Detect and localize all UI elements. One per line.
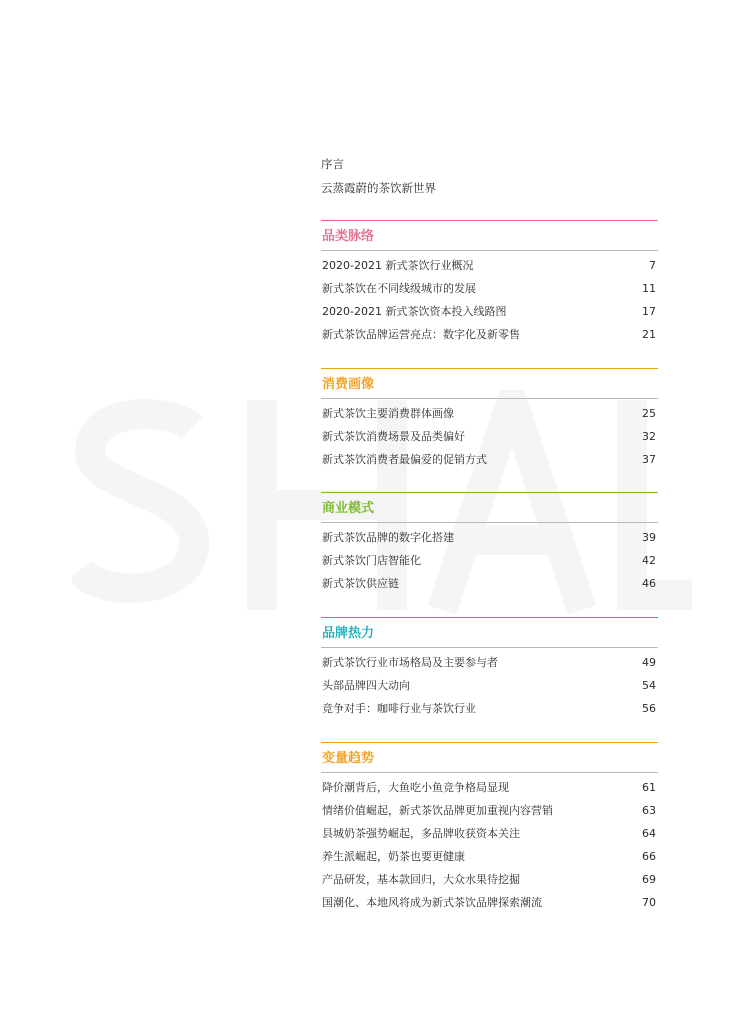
toc-entry[interactable] [321, 826, 658, 842]
section-top-rule [321, 492, 658, 493]
toc-entry[interactable] [321, 553, 658, 569]
toc-entry[interactable] [321, 895, 658, 911]
toc-entry[interactable] [321, 803, 658, 819]
toc-entry-title: 新式茶饮消费场景及品类偏好 [322, 430, 465, 443]
toc-entry-page: 69 [642, 873, 656, 886]
toc-entry-page: 54 [642, 679, 656, 692]
toc-entry-page: 63 [642, 804, 656, 817]
toc-entry[interactable] [321, 452, 658, 468]
preface-title: 序言 [321, 157, 344, 171]
section-top-rule [321, 220, 658, 221]
section-divider [321, 522, 658, 523]
toc-entry-title: 2020-2021 新式茶饮资本投入线路图 [322, 305, 507, 318]
toc-entry-title: 县城奶茶强势崛起，多品牌收获资本关注 [322, 827, 520, 840]
toc-entry-page: 17 [642, 305, 656, 318]
toc-entry-title: 新式茶饮消费者最偏爱的促销方式 [322, 453, 487, 466]
toc-entry-title: 产品研发，基本款回归，大众水果待挖掘 [322, 873, 520, 886]
toc-entry-page: 39 [642, 531, 656, 544]
section-divider [321, 398, 658, 399]
toc-entry-title: 新式茶饮主要消费群体画像 [322, 407, 454, 420]
toc-entry[interactable] [321, 304, 658, 320]
toc-entry-title: 情绪价值崛起，新式茶饮品牌更加重视内容营销 [322, 804, 553, 817]
toc-entry-title: 新式茶饮品牌的数字化搭建 [322, 531, 454, 544]
toc-entry[interactable] [321, 327, 658, 343]
toc-entry-title: 国潮化、本地风将成为新式茶饮品牌探索潮流 [322, 896, 542, 909]
toc-entry-page: 61 [642, 781, 656, 794]
section-heading: 商业模式 [322, 501, 375, 516]
toc-entry[interactable] [321, 872, 658, 888]
toc-entry-title: 新式茶饮品牌运营亮点：数字化及新零售 [322, 328, 520, 341]
section-heading: 品类脉络 [322, 229, 375, 244]
toc-entry[interactable] [321, 281, 658, 297]
toc-entry-title: 养生派崛起，奶茶也要更健康 [322, 850, 465, 863]
toc-entry[interactable] [321, 701, 658, 717]
toc-entry[interactable] [321, 429, 658, 445]
toc-entry-page: 49 [642, 656, 656, 669]
toc-entry-page: 11 [642, 282, 656, 295]
toc-entry-page: 37 [642, 453, 656, 466]
section-divider [321, 647, 658, 648]
section-divider [321, 772, 658, 773]
toc-entry-page: 42 [642, 554, 656, 567]
section-top-rule [321, 617, 658, 618]
toc-entry[interactable] [321, 576, 658, 592]
toc-entry[interactable] [321, 530, 658, 546]
toc-entry-title: 新式茶饮行业市场格局及主要参与者 [322, 656, 498, 669]
report-subtitle: 云蒸霞蔚的茶饮新世界 [321, 181, 436, 195]
section-heading: 品牌热力 [322, 626, 375, 641]
section-top-rule [321, 742, 658, 743]
toc-entry-page: 56 [642, 702, 656, 715]
toc-entry-title: 2020-2021 新式茶饮行业概况 [322, 259, 474, 272]
toc-entry[interactable] [321, 655, 658, 671]
section-heading: 消费画像 [322, 377, 375, 392]
toc-entry-page: 7 [649, 259, 656, 272]
toc-entry[interactable] [321, 678, 658, 694]
section-top-rule [321, 368, 658, 369]
toc-entry-page: 21 [642, 328, 656, 341]
toc-entry[interactable] [321, 406, 658, 422]
toc-entry-title: 降价潮背后，大鱼吃小鱼竞争格局显现 [322, 781, 509, 794]
toc-entry-page: 25 [642, 407, 656, 420]
toc-entry[interactable] [321, 780, 658, 796]
toc-entry-title: 新式茶饮供应链 [322, 577, 399, 590]
toc-entry-page: 32 [642, 430, 656, 443]
toc-entry-page: 64 [642, 827, 656, 840]
section-divider [321, 250, 658, 251]
toc-entry[interactable] [321, 258, 658, 274]
toc-entry-page: 46 [642, 577, 656, 590]
toc-entry-page: 70 [642, 896, 656, 909]
section-heading: 变量趋势 [322, 751, 375, 766]
toc-entry-title: 头部品牌四大动向 [322, 679, 410, 692]
toc-entry[interactable] [321, 849, 658, 865]
toc-entry-title: 新式茶饮在不同线级城市的发展 [322, 282, 476, 295]
toc-entry-title: 竞争对手：咖啡行业与茶饮行业 [322, 702, 476, 715]
toc-entry-page: 66 [642, 850, 656, 863]
toc-entry-title: 新式茶饮门店智能化 [322, 554, 421, 567]
